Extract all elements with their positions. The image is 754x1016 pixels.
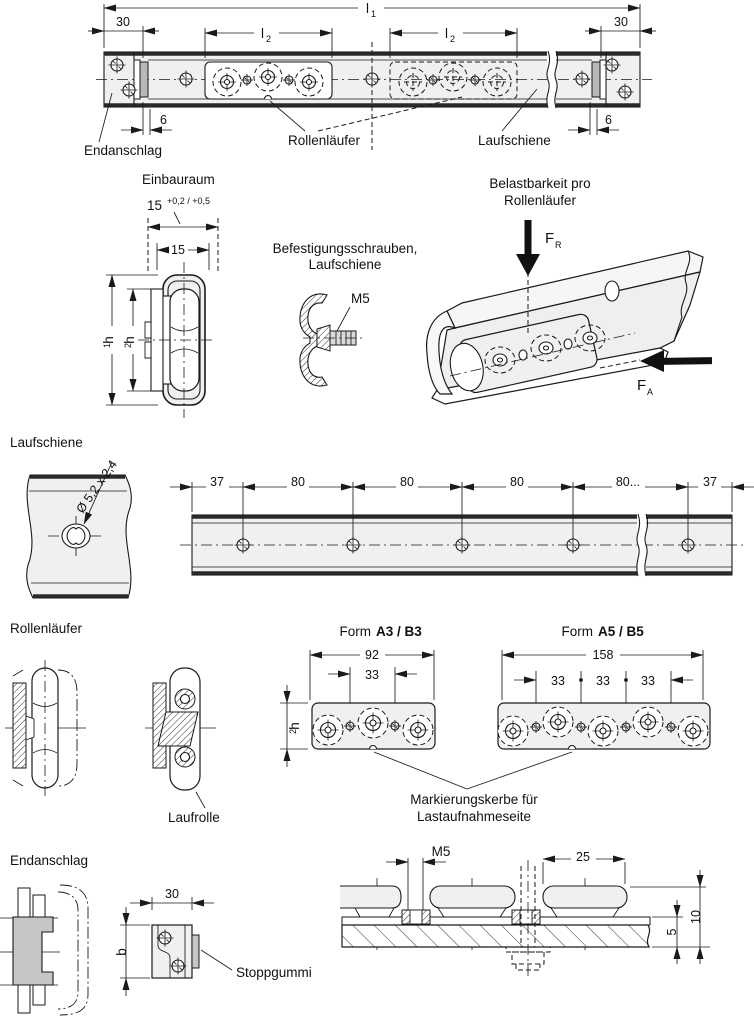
- dim-h2-sub: 2: [123, 342, 133, 348]
- dim-80-c: 80: [510, 475, 524, 489]
- mark-notch-a3: [370, 746, 377, 749]
- dim-158: 158: [592, 648, 614, 662]
- roller-pill-b: [430, 886, 515, 908]
- dim-33-a5-1: 33: [551, 674, 565, 688]
- stoppgummi-strip: [192, 935, 199, 968]
- mounting-plate: [342, 925, 650, 947]
- dim-10: 10: [689, 910, 703, 924]
- dim-15-inner: 15: [171, 243, 185, 257]
- dim-l2-right-sub: 2: [450, 34, 456, 44]
- hole-dim-label: Ø 5,2 x 2,4: [73, 457, 120, 516]
- dim-33-a5-3: 33: [641, 674, 655, 688]
- form-a3-prefix: Form: [339, 624, 371, 639]
- stop-rubber-left: [140, 62, 148, 97]
- dim-b: b: [114, 948, 129, 956]
- dim-25: 25: [576, 850, 590, 864]
- endanschlag-section: [0, 844, 710, 1015]
- label-endanschlag: Endanschlag: [84, 143, 163, 158]
- dim-6-left: 6: [160, 113, 167, 127]
- dim-h1-sub: 1: [102, 342, 112, 348]
- dim-33-a5-2: 33: [596, 674, 610, 688]
- force-fr-arrow: [516, 254, 540, 276]
- form-a5-prefix: Form: [561, 624, 593, 639]
- dim-30-endstop: 30: [165, 887, 179, 901]
- dim-h2-a3-sub: 2: [288, 728, 298, 734]
- mark-notch-a5: [569, 746, 576, 749]
- assembly-view: [84, 1, 656, 158]
- force-fr: F: [545, 230, 555, 247]
- dim-37-a: 37: [210, 475, 224, 489]
- belastung-title-2: Rollenläufer: [503, 193, 577, 208]
- label-rollenlaeufer: Rollenläufer: [288, 133, 361, 148]
- rollenlaeufer-title: Rollenläufer: [10, 621, 83, 636]
- m5-label-bottom: M5: [431, 844, 451, 859]
- stoppgummi-label: Stoppgummi: [236, 965, 312, 980]
- dim-l1: l: [366, 1, 369, 16]
- dim-30-right: 30: [614, 15, 628, 29]
- dim-80-b: 80: [400, 475, 414, 489]
- dim-h2-a3: h: [287, 722, 302, 730]
- laufschiene-section: [10, 435, 754, 598]
- dim-15-tol: +0,2 / +0,5: [167, 196, 211, 206]
- schrauben-title-2: Laufschiene: [308, 257, 382, 272]
- belastbarkeit-view: [427, 176, 712, 404]
- belastung-title-1: Belastbarkeit pro: [489, 176, 591, 191]
- force-fa: F: [637, 377, 647, 394]
- bearing-ball-bottom: [181, 753, 190, 762]
- force-fr-sub: R: [555, 240, 562, 250]
- befestigungsschrauben-view: [273, 241, 418, 386]
- einbauraum-view: [100, 172, 218, 418]
- mark-note-2: Lastaufnahmeseite: [416, 809, 532, 824]
- laufrolle-label: Laufrolle: [168, 810, 220, 825]
- roller-pill-a: [340, 886, 401, 908]
- torx-hole: [67, 528, 85, 545]
- dim-15-tol-main: 15: [147, 198, 163, 213]
- force-fa-sub: A: [647, 387, 654, 397]
- dim-l1-sub: 1: [371, 9, 377, 19]
- endstop-body-side: [13, 917, 53, 985]
- dim-37-b: 37: [703, 475, 717, 489]
- dim-l2-left: l: [261, 26, 264, 41]
- dim-h1: h: [101, 336, 116, 344]
- stop-rubber-right: [592, 62, 600, 97]
- rail-3d-hole: [605, 281, 619, 301]
- dim-6-right: 6: [605, 113, 612, 127]
- schrauben-title-1: Befestigungsschrauben,: [272, 241, 418, 256]
- dim-92: 92: [365, 648, 379, 662]
- laufschiene-title: Laufschiene: [10, 435, 83, 450]
- carrier-plate-sv1: [13, 683, 26, 768]
- dim-l2-right: l: [445, 26, 448, 41]
- form-a3-label: A3 / B3: [376, 624, 422, 639]
- mounted-cross-section: [340, 844, 710, 980]
- dim-5: 5: [665, 928, 679, 936]
- rollenlaeufer-section: [5, 621, 710, 825]
- einbauraum-title: Einbauraum: [142, 172, 215, 187]
- roller-pill-c: [543, 886, 627, 908]
- dim-80-d: 80...: [615, 475, 641, 489]
- endanschlag-title: Endanschlag: [10, 853, 89, 868]
- dim-h2: h: [122, 336, 137, 344]
- rail-phantom-endstop: [60, 885, 88, 1015]
- form-a5-label: A5 / B5: [598, 624, 644, 639]
- dim-33-a3: 33: [365, 668, 379, 682]
- dim-30-left: 30: [116, 15, 130, 29]
- dim-80-a: 80: [291, 475, 305, 489]
- label-laufschiene: Laufschiene: [478, 133, 551, 148]
- dim-l2-left-sub: 2: [266, 34, 272, 44]
- mark-note-1: Markierungskerbe für: [410, 792, 538, 807]
- bearing-ball-top: [181, 695, 190, 704]
- thread-m5-label: M5: [351, 291, 370, 306]
